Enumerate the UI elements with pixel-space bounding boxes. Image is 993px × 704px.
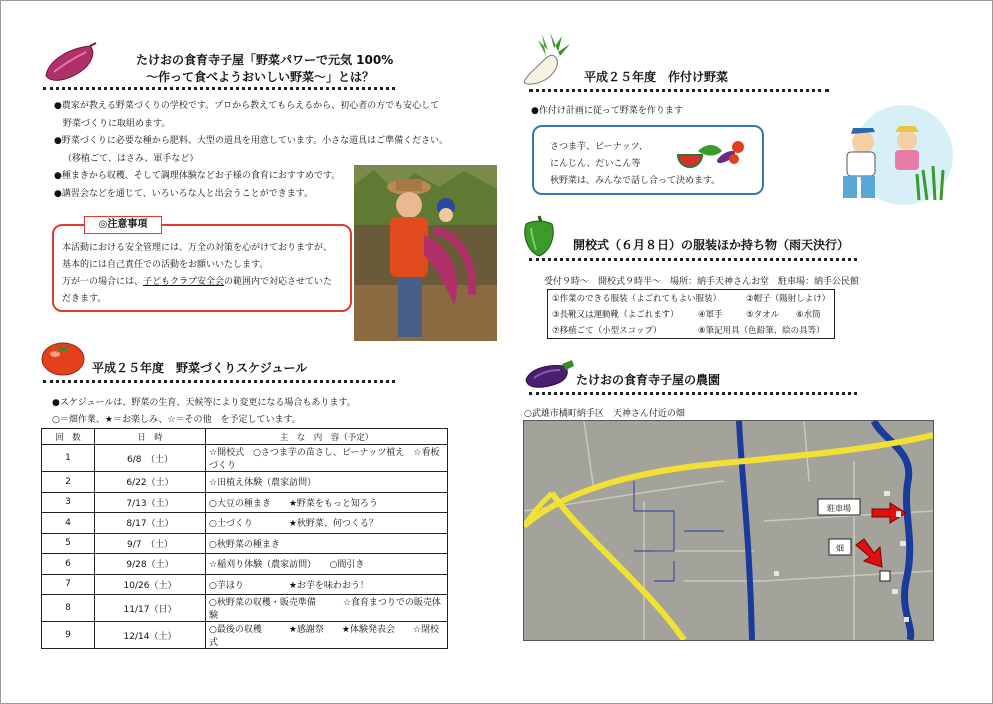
row-content: ○大豆の種まき ★野菜をもっと知ろう — [206, 492, 448, 513]
row-content: ☆田植え体験（農家訪問） — [206, 472, 448, 493]
intro-title-line1: たけおの食育寺子屋「野菜パワーで元気 100% — [136, 53, 394, 67]
row-number: 1 — [42, 445, 95, 472]
row-date: 10/26（土） — [95, 574, 206, 595]
intro-line: ●講習会などを通じて、いろいろな人と出会うことができます。 — [54, 188, 313, 199]
sweet-potato-icon — [40, 42, 98, 86]
schedule-note: ●スケジュールは、野菜の生育、天候等により変更になる場合もあります。 — [52, 398, 356, 408]
caution-line: 万が一の場合には、子どもクラブ安全会の範囲内で対応させていた — [62, 277, 333, 287]
crops-box — [532, 125, 764, 195]
crops-line: 秋野菜は、みんなで話し合って決めます。 — [550, 176, 721, 186]
caution-underlined: 子どもクラブ安全会 — [143, 277, 225, 287]
green-pepper-icon — [520, 212, 558, 258]
farm-map — [523, 420, 934, 641]
caution-tab: ◎注意事項 — [84, 216, 162, 234]
row-number: 4 — [42, 513, 95, 534]
table-row — [42, 533, 448, 554]
row-number: 7 — [42, 574, 95, 595]
crops-note: ●作付け計画に従って野菜を作ります — [531, 106, 683, 116]
farm-divider — [529, 392, 857, 395]
belongings-box — [547, 289, 835, 339]
row-number: 5 — [42, 533, 95, 554]
crops-title: 平成２５年度 作付け野菜 — [584, 70, 729, 84]
row-content: ○最後の収穫 ★感謝祭 ★体験発表会 ☆閉校式 — [206, 622, 448, 649]
belonging-item: ④軍手 — [698, 310, 723, 320]
schedule-table — [41, 428, 448, 649]
table-header-row — [42, 429, 448, 445]
row-content: ☆開校式 ○さつま芋の苗さし、ピーナッツ植え ☆看板づくり — [206, 445, 448, 472]
intro-title-line2: ～作って食べようおいしい野菜～」とは？ — [146, 70, 375, 84]
ceremony-info: 受付９時～ 開校式９時半～ 場所：納手天神さんお堂 駐車場：納手公民館 — [544, 277, 860, 287]
child-harvest-photo — [354, 165, 497, 341]
row-content: ☆稲刈り体験（農家訪問） ○間引き — [206, 554, 448, 575]
row-date: 12/14（土） — [95, 622, 206, 649]
crops-line: にんじん、だいこん等 — [550, 159, 641, 169]
row-content: ○芋ほり ★お芋を味わおう！ — [206, 574, 448, 595]
ceremony-divider — [529, 258, 857, 261]
col-header-date: 日 時 — [95, 429, 206, 445]
row-content: ○秋野菜の収穫・販売準備 ☆食育まつりでの販売体験 — [206, 595, 448, 622]
caution-line: 本活動における安全管理には、万全の対策を心がけておりますが、 — [62, 243, 333, 253]
intro-line: 野菜づくりに取組めます。 — [63, 118, 171, 129]
row-date: 6/22（土） — [95, 472, 206, 493]
belonging-item: ⑥水筒 — [796, 310, 821, 320]
caution-line: 基本的には自己責任での活動をお願いいたします。 — [62, 260, 269, 270]
farm-location: ○武雄市橘町納手区 天神さん付近の畑 — [524, 409, 685, 419]
intro-divider — [43, 87, 395, 90]
row-date: 6/8 （土） — [95, 445, 206, 472]
vegetables-icon — [676, 137, 748, 169]
table-row — [42, 622, 448, 649]
row-date: 7/13（土） — [95, 492, 206, 513]
crops-divider — [529, 89, 829, 92]
row-number: 3 — [42, 492, 95, 513]
row-date: 9/28（土） — [95, 554, 206, 575]
table-row — [42, 595, 448, 622]
map-graphic — [524, 421, 933, 640]
row-number: 9 — [42, 622, 95, 649]
caution-line: だきます。 — [62, 294, 107, 304]
table-row — [42, 445, 448, 472]
belonging-item: ②帽子（陽射しよけ） — [746, 294, 831, 304]
row-number: 6 — [42, 554, 95, 575]
belonging-item: ⑤タオル — [746, 310, 780, 320]
row-content: ○土づくり ★秋野菜、何つくる？ — [206, 513, 448, 534]
table-row — [42, 492, 448, 513]
row-content: ○秋野菜の種まき — [206, 533, 448, 554]
intro-line: ●種まきから収穫、そして調理体験などお子様の食育におすすめです。 — [54, 171, 341, 181]
belonging-item: ①作業のできる服装（よごれてもよい服装） — [552, 294, 722, 304]
row-number: 2 — [42, 472, 95, 493]
eggplant-icon — [522, 358, 576, 392]
caution-box — [52, 224, 352, 312]
col-header-number: 回 数 — [42, 429, 95, 445]
table-row — [42, 574, 448, 595]
row-number: 8 — [42, 595, 95, 622]
intro-line: ●農家が教える野菜づくりの学校です。プロから教えてもらえるから、初心者の方でも安心して — [54, 101, 440, 111]
intro-line: ●野菜づくりに必要な種から肥料、大型の道具を用意しています。小さな道具はご準備ください。 — [54, 136, 449, 146]
belonging-item: ⑧筆記用具（色鉛筆、絵の具等） — [698, 326, 825, 336]
intro-line: （移植ごて、はさみ、軍手など） — [63, 153, 199, 164]
schedule-divider — [43, 380, 395, 383]
row-date: 8/17（土） — [95, 513, 206, 534]
crops-line: さつま芋、ピーナッツ、 — [550, 142, 648, 152]
row-date: 9/7 （土） — [95, 533, 206, 554]
schedule-legend: ○＝畑作業、★＝お楽しみ、☆＝その他 を予定しています。 — [52, 415, 301, 425]
col-header-content: 主 な 内 容（予定） — [206, 429, 448, 445]
table-row — [42, 472, 448, 493]
table-row — [42, 513, 448, 534]
belonging-item: ⑦移植ごて（小型スコップ） — [552, 326, 662, 336]
farm-title: たけおの食育寺子屋の農園 — [576, 373, 721, 387]
radish-icon — [520, 30, 572, 86]
kids-planting-icon — [833, 100, 953, 210]
map-parking-label: 駐車場 — [827, 504, 851, 513]
ceremony-title: 開校式（６月８日）の服装ほか持ち物（雨天決行） — [573, 238, 850, 252]
schedule-title: 平成２５年度 野菜づくりスケジュール — [92, 361, 308, 375]
row-date: 11/17（日） — [95, 595, 206, 622]
tomato-icon — [40, 336, 86, 376]
belonging-item: ③長靴又は運動靴（よごれます） — [552, 310, 679, 320]
map-field-label: 畑 — [836, 544, 844, 553]
table-row — [42, 554, 448, 575]
